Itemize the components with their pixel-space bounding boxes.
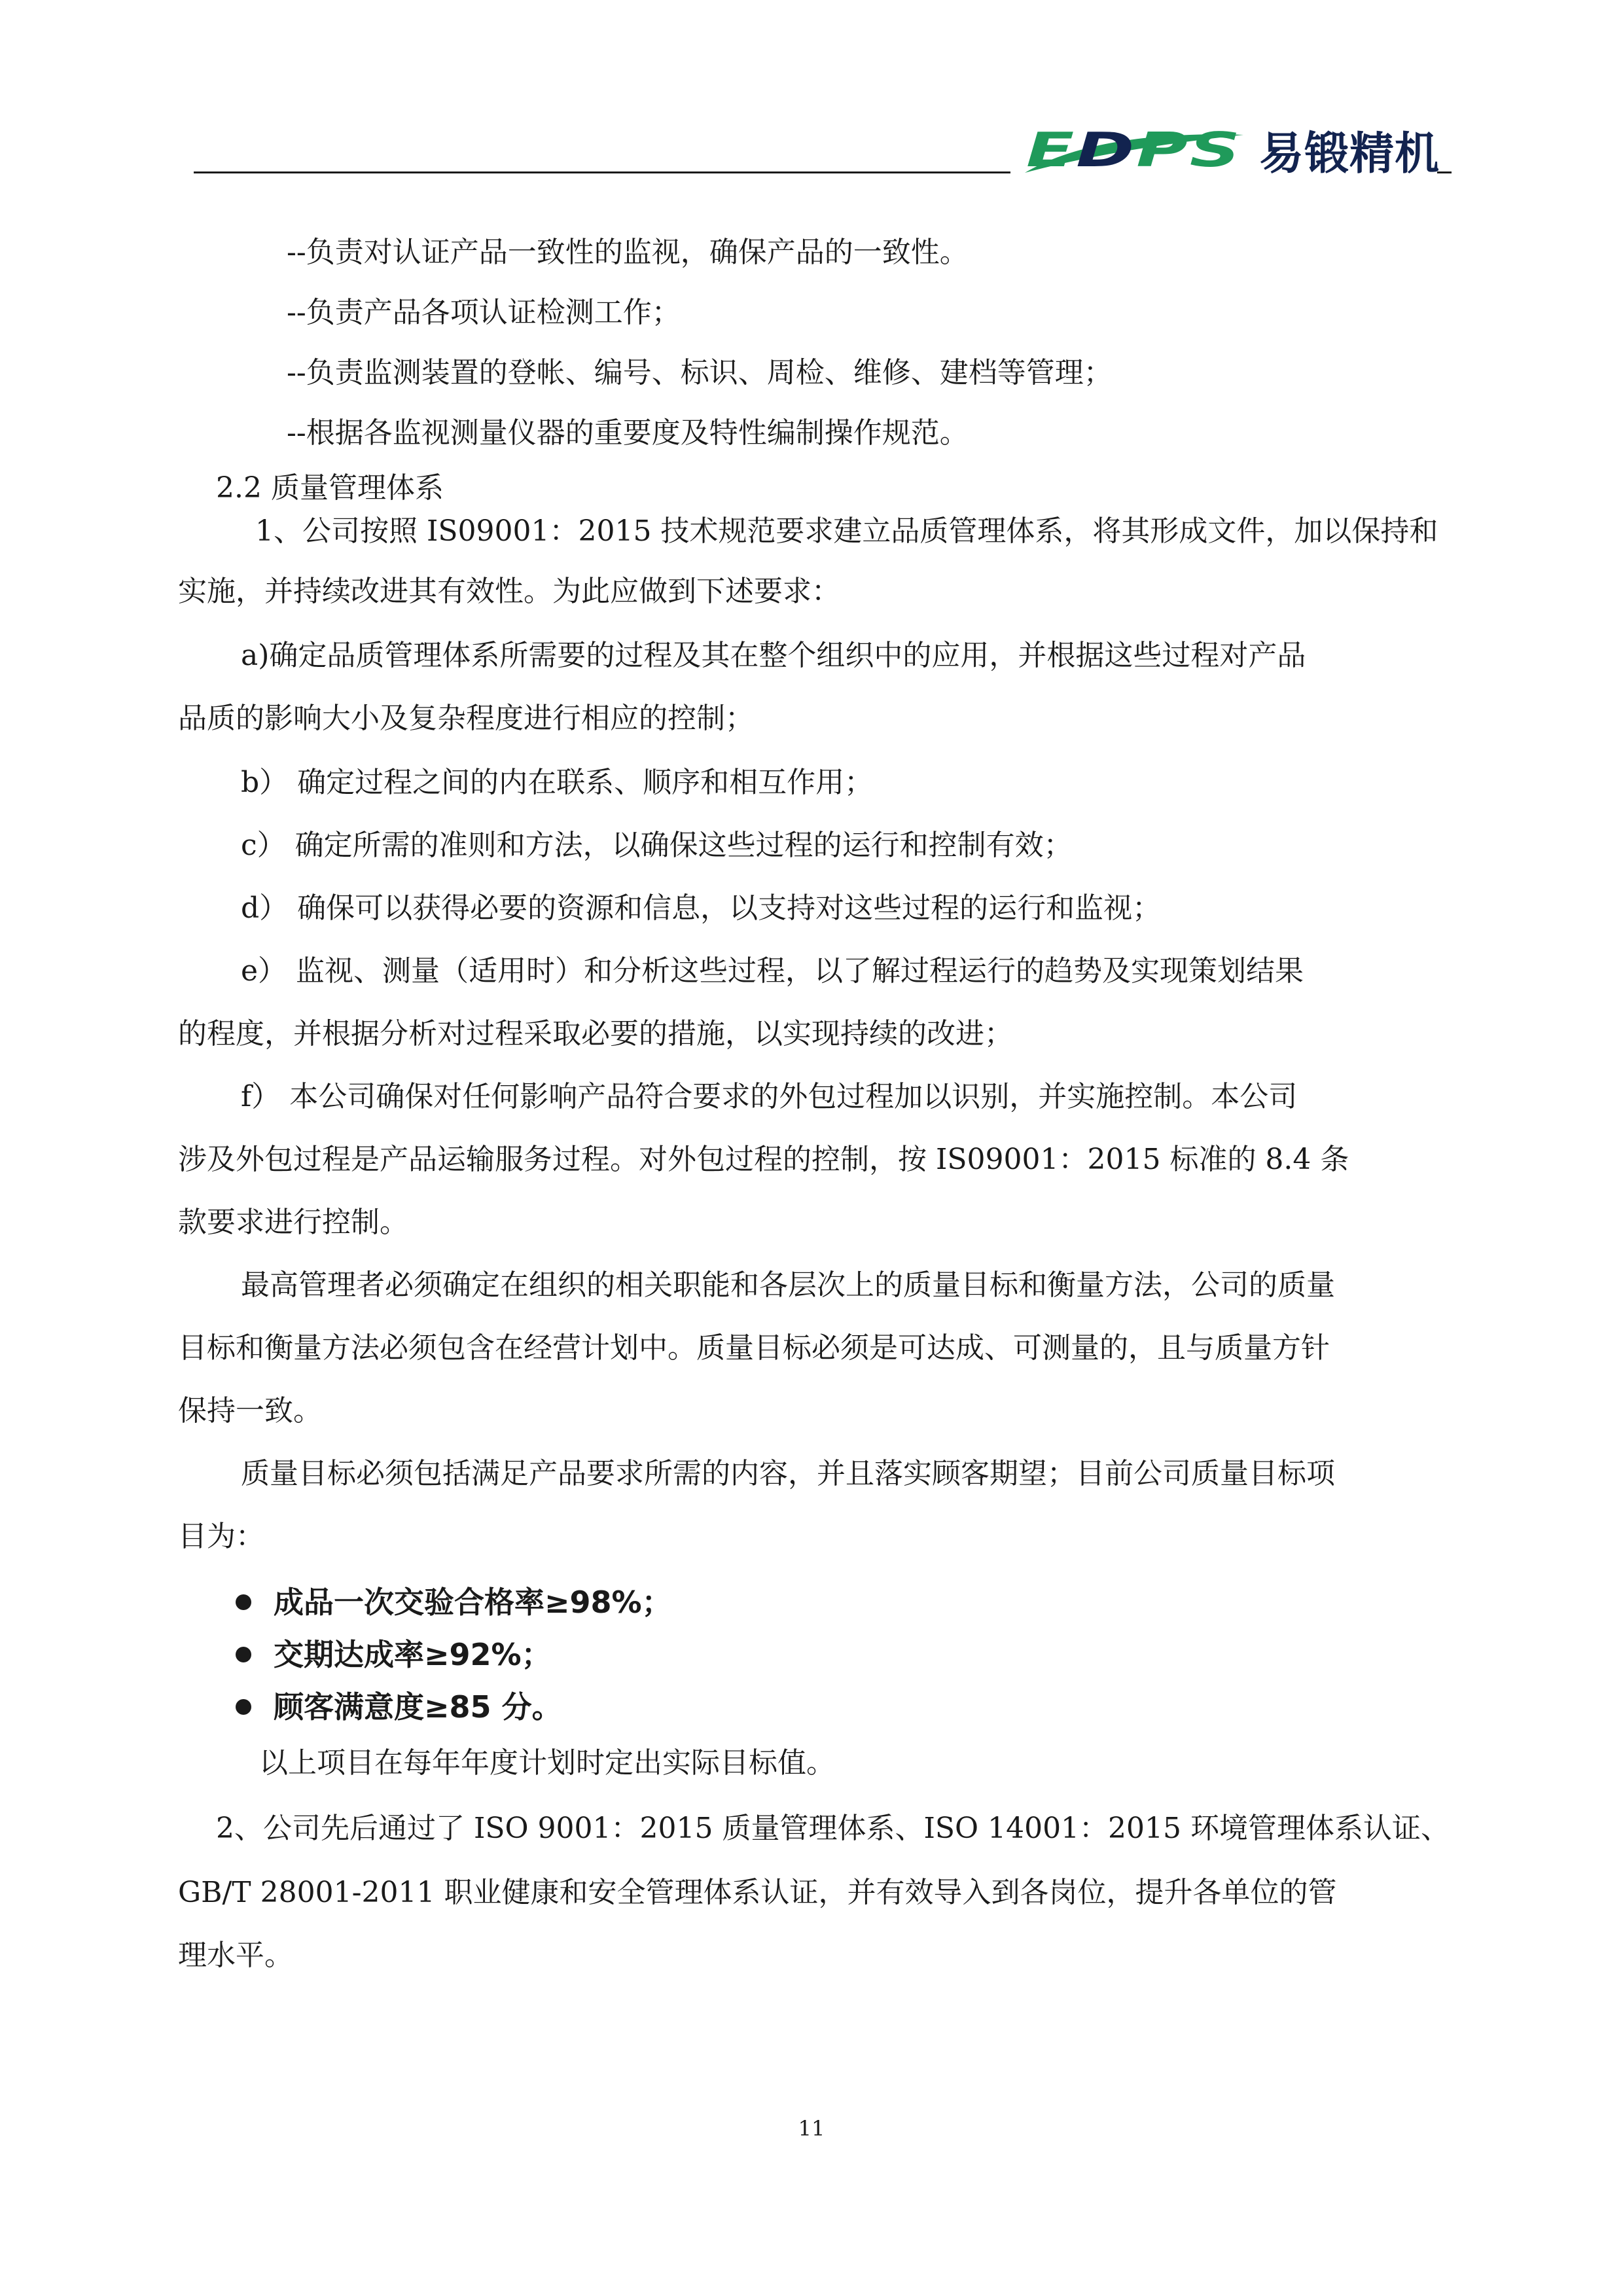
paragraph-line: b） 确定过程之间的内在联系、顺序和相互作用； [241,766,874,799]
bullet-item [236,1687,562,1727]
paragraph-line: --负责对认证产品一致性的监视，确保产品的一致性。 [287,236,969,269]
paragraph-line: --负责监测装置的登帐、编号、标识、周检、维修、建档等管理； [287,356,1113,389]
paragraph-line: 款要求进行控制。 [178,1206,408,1239]
company-logo [1021,120,1440,179]
paragraph-line: 涉及外包过程是产品运输服务过程。对外包过程的控制，按 IS09001：2015 标准的 8.4 条 [178,1143,1349,1176]
paragraph-line: 品质的影响大小及复杂程度进行相应的控制； [178,702,754,735]
bullet-dot-icon [236,1647,251,1662]
logo-letter: E [1026,122,1060,177]
bullet-text: 顾客满意度≥85 分。 [274,1689,562,1725]
paragraph-line: GB/T 28001-2011 职业健康和安全管理体系认证，并有效导入到各岗位，提升各单位的管 [178,1876,1337,1909]
logo-letter: P [1136,122,1172,177]
bullet-text: 成品一次交验合格率≥98%； [274,1585,672,1620]
paragraph-line: --负责产品各项认证检测工作； [287,296,681,329]
paragraph-line: 理水平。 [178,1939,293,1972]
page-number: 11 [798,2116,825,2141]
paragraph-line: c） 确定所需的准则和方法，以确保这些过程的运行和控制有效； [241,829,1073,862]
paragraph-line: f） 本公司确保对任何影响产品符合要求的外包过程加以识别，并实施控制。本公司 [241,1080,1298,1113]
paragraph-line: 最高管理者必须确定在组织的相关职能和各层次上的质量目标和衡量方法，公司的质量 [241,1268,1335,1302]
logo-letter: S [1189,122,1225,177]
logo-letter: D [1076,122,1116,177]
paragraph-line: e） 监视、测量（适用时）和分析这些过程，以了解过程运行的趋势及实现策划结果 [241,954,1304,988]
bullet-dot-icon [236,1699,251,1715]
paragraph-line: d） 确保可以获得必要的资源和信息，以支持对这些过程的运行和监视； [241,891,1162,925]
paragraph-line: a)确定品质管理体系所需要的过程及其在整个组织中的应用，并根据这些过程对产品 [241,639,1306,672]
paragraph-line: 目为： [178,1520,264,1553]
paragraph-line: 保持一致。 [178,1394,322,1427]
bullet-item [236,1583,672,1622]
bullet-item [236,1635,552,1674]
paragraph-line: 1、公司按照 IS09001：2015 技术规范要求建立品质管理体系，将其形成文件，加以保持和 [255,514,1438,548]
paragraph-line: 目标和衡量方法必须包含在经营计划中。质量目标必须是可达成、可测量的，且与质量方针 [178,1331,1330,1365]
edps-logo-mark [1021,120,1250,179]
section-heading: 2.2 质量管理体系 [216,471,444,505]
logo-company-name: 易锻精机 [1258,128,1440,180]
bullet-dot-icon [236,1594,251,1610]
logo-letters [1026,122,1242,177]
bullet-text: 交期达成率≥92%； [274,1637,552,1672]
paragraph-line: 的程度，并根据分析对过程采取必要的措施，以实现持续的改进； [178,1017,1013,1050]
paragraph-line: 以上项目在每年年度计划时定出实际目标值。 [259,1746,835,1780]
paragraph-line: --根据各监视测量仪器的重要度及特性编制操作规范。 [287,416,969,450]
paragraph-line: 实施，并持续改进其有效性。为此应做到下述要求： [178,575,840,608]
paragraph-line: 质量目标必须包括满足产品要求所需的内容，并且落实顾客期望；目前公司质量目标项 [241,1457,1335,1490]
paragraph-line: 2、公司先后通过了 ISO 9001：2015 质量管理体系、ISO 14001：2015 环境管理体系认证、 [216,1812,1450,1845]
header-rule [194,171,1010,173]
